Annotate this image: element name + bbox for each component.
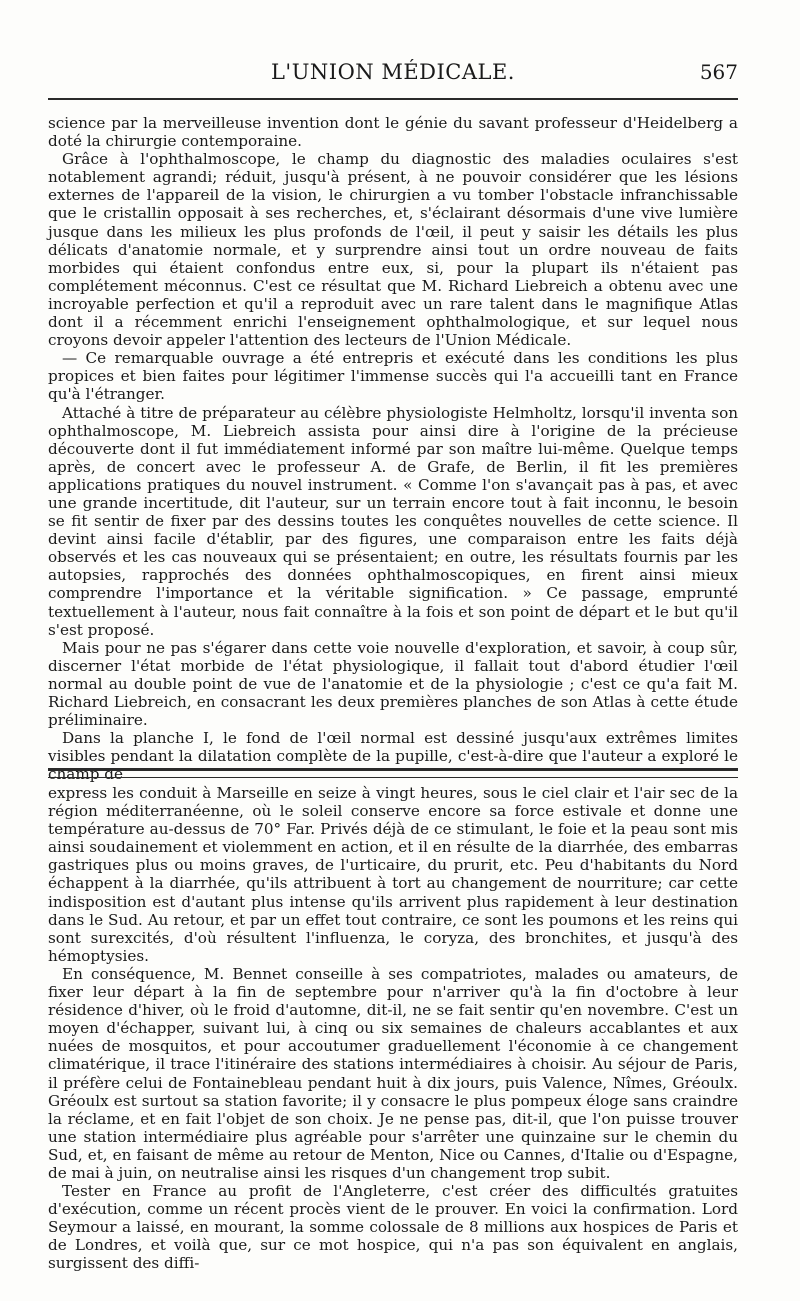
paragraph: Mais pour ne pas s'égarer dans cette voie nouvelle d'exploration, et savoir, à coup sûr, discerner l'état morbide de l'état physiologique, il fallait tout d'abord étudier l'œil normal au double point de vue de l'anatomie et de la physiologie ; c'est ce qu'a fait M. Richard Liebreich, en consacrant les deux premières planches de son Atlas à cette étude préliminaire. xyxy=(48,638,738,730)
header-rule xyxy=(48,98,738,100)
running-title: L'UNION MÉDICALE. xyxy=(270,60,515,84)
paragraph: Dans la planche I, le fond de l'œil normal est dessiné jusqu'aux extrêmes limites visibles pendant la dilatation complète de la pupille, c'est-à-dire que l'auteur a exploré le champ de xyxy=(48,729,738,784)
paragraph: — Ce remarquable ouvrage a été entrepris et exécuté dans les conditions les plus propices et bien faites pour légitimer l'immense succès qui l'a accueilli tant en France qu'à l'étranger. xyxy=(48,349,738,404)
article-ophthalmology xyxy=(48,114,738,783)
paragraph: science par la merveilleuse invention dont le génie du savant professeur d'Heidelberg a doté la chirurgie contemporaine. xyxy=(48,114,738,151)
paragraph: Attaché à titre de préparateur au célèbre physiologiste Helmholtz, lorsqu'il inventa son ophthalmoscope, M. Liebreich assista pour ainsi dire à l'origine de la précieuse découverte dont il fut immédiatement informé par son maître lui-même. Quelque temps après, de concert avec le professeur A. de Grafe, de Berlin, il fit les premières applications pratiques du nouvel instrument. « Comme l'on s'avançait pas à pas, et avec une grande incertitude, dit l'auteur, sur un terrain encore tout à fait inconnu, le besoin se fit sentir de fixer par des dessins toutes les conquêtes nouvelles de cette science. Il devint ainsi facile d'établir, par des figures, une comparaison entre les faits déjà observés et les cas nouveaux qui se présentaient; en outre, les résultats fournis par les autopsies, rapprochés des données ophthalmoscopiques, en firent ainsi mieux comprendre l'importance et la véritable signification. » Ce passage, emprunté textuellement à l'auteur, nous fait connaître à la fois et son point de départ et le but qu'il s'est proposé. xyxy=(48,403,738,639)
page-header xyxy=(48,60,738,94)
article-feuilleton xyxy=(48,784,738,1273)
paragraph: express les conduit à Marseille en seize à vingt heures, sous le ciel clair et l'air sec de la région méditerranéenne, où le soleil conserve encore sa force estivale et donne une température au-dessus de 70° Far. Privés déjà de ce stimulant, le foie et la peau sont mis ainsi soudainement et violemment en action, et il en résulte de la diarrhée, des embarras gastriques plus ou moins graves, de l'urticaire, du prurit, etc. Peu d'habitants du Nord échappent à la diarrhée, qu'ils attribuent à tort au changement de nourriture; car cette indisposition est d'autant plus intense qu'ils arrivent plus rapidement à leur destination dans le Sud. Au retour, et par un effet tout contraire, ce sont les poumons et les reins qui sont surexcités, d'où résultent l'influenza, le coryza, des bronchites, et jusqu'à des hémoptysies. xyxy=(48,784,738,965)
paragraph: Grâce à l'ophthalmoscope, le champ du diagnostic des maladies oculaires s'est notablement agrandi; réduit, jusqu'à présent, à ne pouvoir considérer que les lésions externes de l'appareil de la vision, le chirurgien a vu tomber l'obstacle infranchissable que le cristallin opposait à ses recherches, et, s'éclairant désormais d'une vive lumière jusque dans les milieux les plus profonds de l'œil, il peut y saisir les détails les plus délicats d'anatomie normale, et y surprendre ainsi tout un ordre nouveau de faits morbides qui étaient confondus entre eux, si, pour la plupart ils n'étaient pas complétement méconnus. C'est ce résultat que M. Richard Liebreich a obtenu avec une incroyable perfection et qu'il a reproduit avec un rare talent dans le magnifique Atlas dont il a récemment enrichi l'enseignement ophthalmologique, et sur lequel nous croyons devoir appeler l'attention des lecteurs de l'Union Médicale. xyxy=(48,150,738,350)
paragraph: En conséquence, M. Bennet conseille à ses compatriotes, malades ou amateurs, de fixer leur départ à la fin de septembre pour n'arriver qu'à la fin d'octobre à leur résidence d'hiver, où le froid d'automne, dit-il, ne se fait sentir qu'en novembre. C'est un moyen d'échapper, suivant lui, à cinq ou six semaines de chaleurs accablantes et aux nuées de mosquitos, et pour accoutumer graduellement l'économie à ce changement climatérique, il trace l'itinéraire des stations intermédiaires à choisir. Au séjour de Paris, il préfère celui de Fontainebleau pendant huit à dix jours, puis Valence, Nîmes, Gréoulx. Gréoulx est surtout sa station favorite; il y consacre le plus pompeux éloge sans craindre la réclame, et en fait l'objet de son choix. Je ne pense pas, dit-il, que l'on puisse trouver une station intermédiaire plus agréable pour s'arrêter une quinzaine sur le chemin du Sud, et, en faisant de même au retour de Menton, Nice ou Cannes, d'Italie ou d'Espagne, de mai à juin, on neutralise ainsi les risques d'un changement trop subit. xyxy=(48,964,738,1182)
page-number: 567 xyxy=(699,60,738,84)
paragraph: Tester en France au profit de l'Angleterre, c'est créer des difficultés gratuites d'exécution, comme un récent procès vient de le prouver. En voici la confirmation. Lord Seymour a laissé, en mourant, la somme colossale de 8 millions aux hospices de Paris et de Londres, et voilà que, sur ce mot hospice, qui n'a pas son équivalent en anglais, surgissent des diffi- xyxy=(48,1182,738,1273)
section-divider xyxy=(48,768,738,778)
